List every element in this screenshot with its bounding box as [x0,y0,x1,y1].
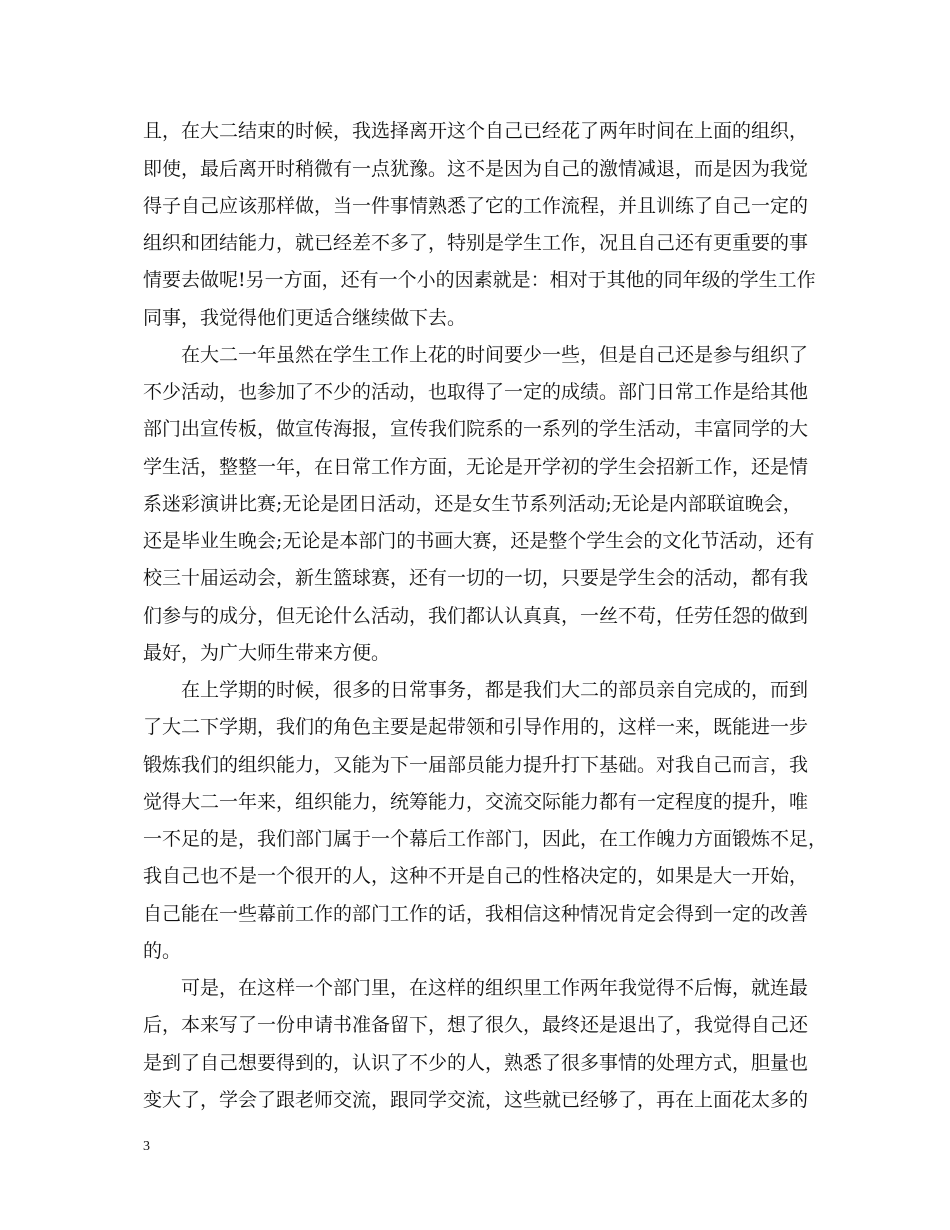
text-line: 组织和团结能力，就已经差不多了，特别是学生工作，况且自己还有更重要的事 [143,232,809,254]
text-line: 得子自己应该那样做，当一件事情熟悉了它的工作流程，并且训练了自己一定的 [143,195,809,217]
text-line: 即使，最后离开时稍微有一点犹豫。这不是因为自己的激情减退，而是因为我觉 [143,158,809,180]
text-line: 校三十届运动会，新生篮球赛，还有一切的一切，只要是学生会的活动，都有我 [143,567,809,589]
text-line: 还是毕业生晚会;无论是本部门的书画大赛，还是整个学生会的文化节活动，还有 [143,530,815,552]
text-line: 可是，在这样一个部门里，在这样的组织里工作两年我觉得不后悔，就连最 [181,977,809,999]
text-line: 锻炼我们的组织能力，又能为下一届部员能力提升打下基础。对我自己而言，我 [143,754,809,776]
text-line: 自己能在一些幕前工作的部门工作的话，我相信这种情况肯定会得到一定的改善 [143,903,809,925]
page-number: 3 [143,1139,150,1154]
text-line: 学生活，整整一年，在日常工作方面，无论是开学初的学生会招新工作，还是情 [143,456,809,478]
text-line: 在大二一年虽然在学生工作上花的时间要少一些，但是自己还是参与组织了 [181,344,809,366]
text-line: 的。 [143,940,182,962]
text-line: 情要去做呢!另一方面，还有一个小的因素就是：相对于其他的同年级的学生工作 [143,269,816,291]
text-line: 变大了，学会了跟老师交流，跟同学交流，这些就已经够了，再在上面花太多的 [143,1089,809,1111]
text-line: 一不足的是，我们部门属于一个幕后工作部门，因此，在工作魄力方面锻炼不足， [143,828,828,850]
text-line: 部门出宣传板，做宣传海报，宣传我们院系的一系列的学生活动，丰富同学的大 [143,418,809,440]
text-line: 系迷彩演讲比赛;无论是团日活动，还是女生节系列活动;无论是内部联谊晚会， [143,493,802,515]
text-line: 且，在大二结束的时候，我选择离开这个自己已经花了两年时间在上面的组织， [143,120,809,142]
text-line: 我自己也不是一个很开的人，这种不开是自己的性格决定的，如果是大一开始， [143,865,809,887]
text-line: 觉得大二一年来，组织能力，统筹能力，交流交际能力都有一定程度的提升，唯 [143,791,809,813]
text-line: 不少活动，也参加了不少的活动，也取得了一定的成绩。部门日常工作是给其他 [143,381,809,403]
text-line: 后，本来写了一份申请书准备留下，想了很久，最终还是退出了，我觉得自己还 [143,1014,809,1036]
text-line: 们参与的成分，但无论什么活动，我们都认认真真，一丝不苟，任劳任怨的做到 [143,605,809,627]
text-line: 了大二下学期，我们的角色主要是起带领和引导作用的，这样一来，既能进一步 [143,716,809,738]
text-line: 最好，为广大师生带来方便。 [143,642,391,664]
text-line: 同事，我觉得他们更适合继续做下去。 [143,307,467,329]
text-line: 是到了自己想要得到的，认识了不少的人，熟悉了很多事情的处理方式，胆量也 [143,1052,809,1074]
text-line: 在上学期的时候，很多的日常事务，都是我们大二的部员亲自完成的，而到 [181,679,809,701]
